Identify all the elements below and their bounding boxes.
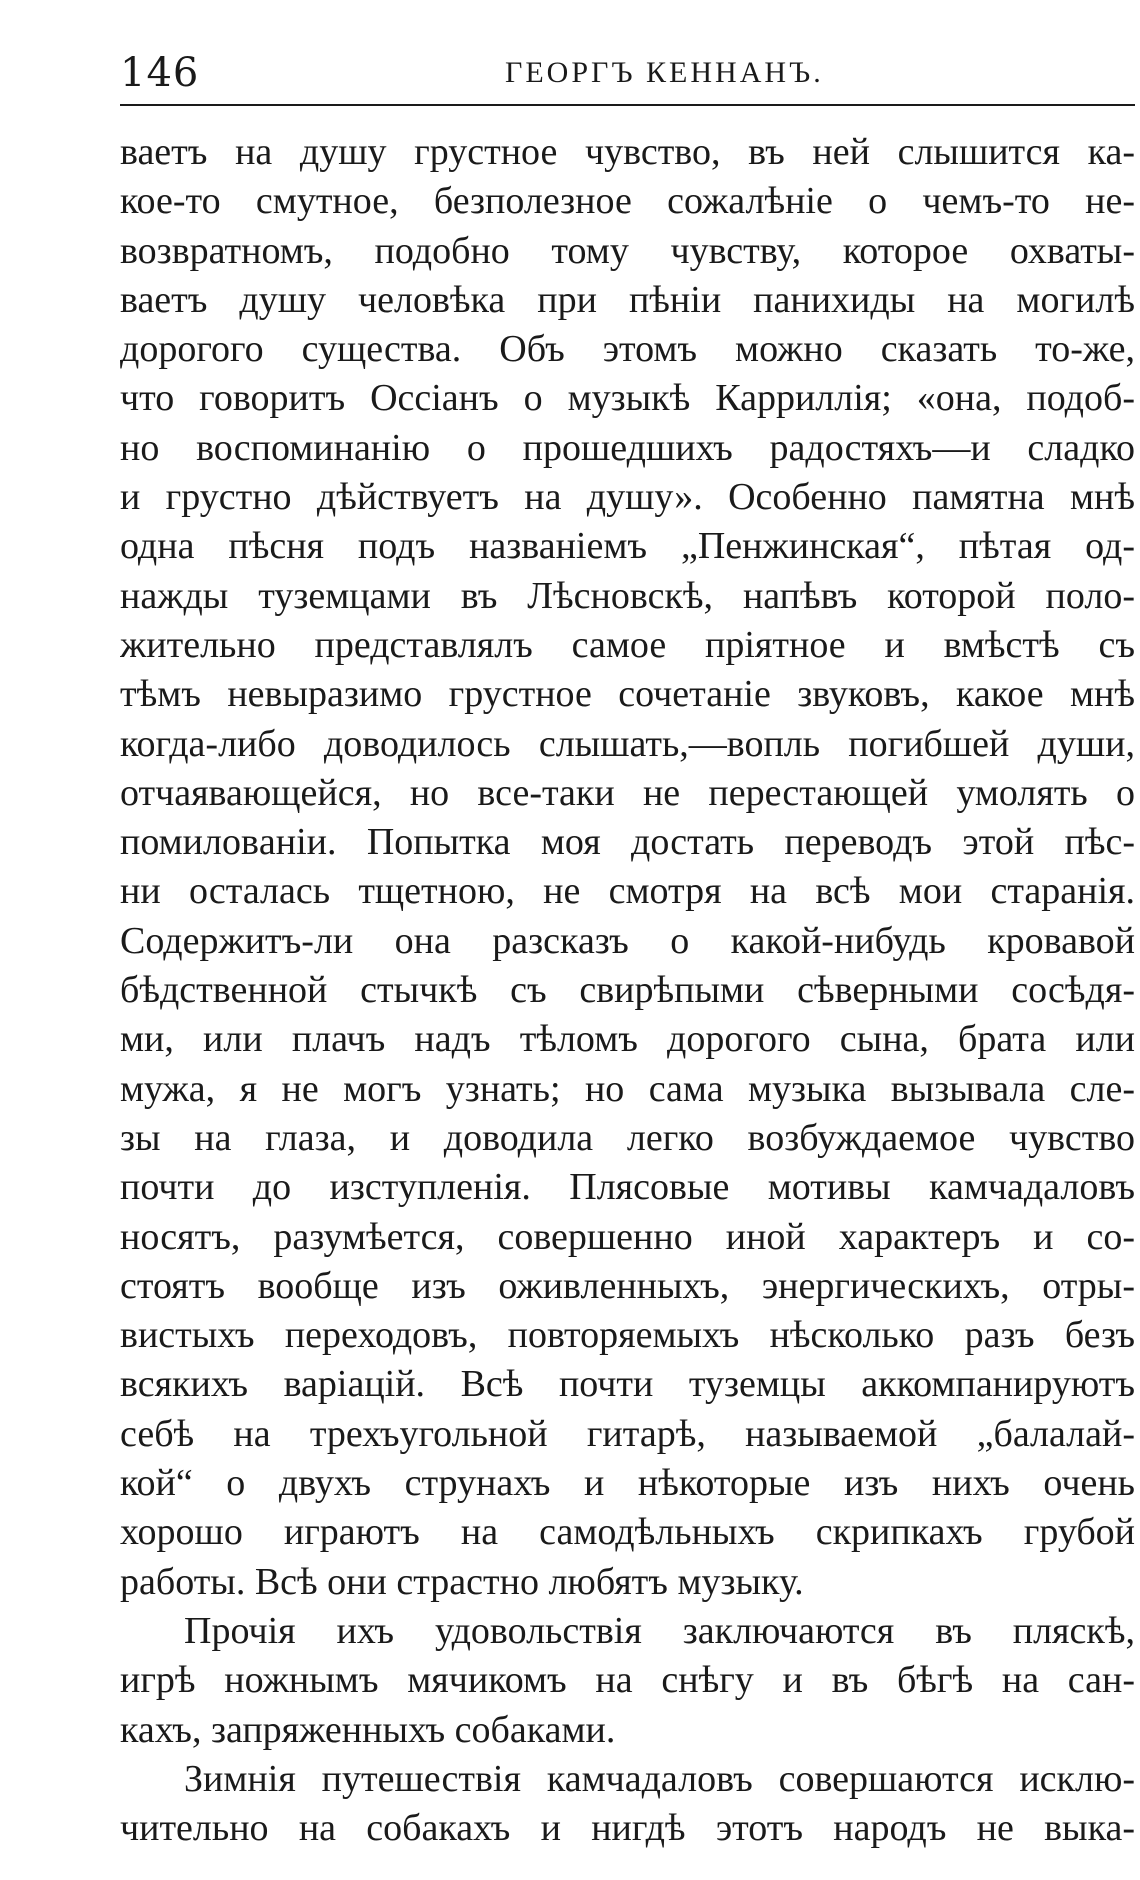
text-line: стоятъ вообще изъ оживленныхъ, энергическихъ, отры- [120, 1264, 1135, 1307]
text-line: работы. Всѣ они страстно любятъ музыку. [120, 1560, 804, 1603]
text-line: Зимнія путешествія камчадаловъ совершаются исклю- [184, 1757, 1135, 1800]
text-line: возвратномъ, подобно тому чувству, которое охваты- [120, 229, 1135, 272]
text-line: нажды туземцами въ Лѣсновскѣ, напѣвъ которой поло- [120, 574, 1135, 617]
text-line: ми, или плачъ надъ тѣломъ дорогого сына, брата или [120, 1018, 1135, 1061]
text-line: дорогого существа. Объ этомъ можно сказать то-же, [120, 328, 1135, 371]
text-line: себѣ на трехъугольной гитарѣ, называемой „балалай- [120, 1412, 1135, 1455]
text-line: отчаявающейся, но все-таки не перестающей умолять о [120, 771, 1135, 814]
text-line: почти до изступленія. Плясовые мотивы камчадаловъ [120, 1166, 1135, 1209]
text-line: помиловaніи. Попытка моя достать переводъ этой пѣс- [120, 821, 1135, 864]
text-line: хорошо играютъ на самодѣльныхъ скрипкахъ грубой [120, 1511, 1135, 1554]
text-line: мужа, я не могъ узнать; но сама музыка вызывала сле- [120, 1067, 1135, 1110]
body-text [120, 128, 1135, 1853]
text-line: Содержитъ-ли она разсказъ о какой-нибудь кровавой [120, 919, 1135, 962]
text-line: ни осталась тщетною, не смотря на всѣ мои старанія. [120, 870, 1135, 913]
running-head: ГЕОРГЪ КЕННАНЪ. [505, 56, 824, 89]
text-line: бѣдственной стычкѣ съ свирѣпыми сѣверными сосѣдя- [120, 969, 1135, 1012]
page-header [120, 42, 1135, 102]
text-line: игрѣ ножнымъ мячикомъ на снѣгу и въ бѣгѣ на сан- [120, 1659, 1135, 1702]
text-line: но воспоминанію о прошедшихъ радостяхъ—и сладко [120, 426, 1135, 469]
text-line: когда-либо доводилось слышать,—вопль погибшей души, [120, 722, 1135, 765]
text-line: носятъ, разумѣется, совершенно иной характеръ и со- [120, 1215, 1135, 1258]
text-line: одна пѣсня подъ названіемъ „Пенжинская“, пѣтая од- [120, 525, 1135, 568]
text-line: тѣмъ невыразимо грустное сочетаніе звуковъ, какое мнѣ [120, 673, 1135, 716]
text-line: всякихъ варіацій. Всѣ почти туземцы аккомпанируютъ [120, 1363, 1135, 1406]
text-line: ваетъ на душу грустное чувство, въ ней слышится ка- [120, 131, 1135, 173]
text-line: кое-то смутное, безполезное сожалѣніе о чемъ-то не- [120, 180, 1135, 223]
text-line: что говоритъ Оссіанъ о музыкѣ Карриллія; «она, подоб- [120, 377, 1135, 420]
text-line: Прочія ихъ удовольствія заключаются въ пляскѣ, [184, 1609, 1135, 1652]
text-line: ваетъ душу человѣка при пѣніи панихиды на могилѣ [120, 278, 1135, 321]
text-line: зы на глаза, и доводила легко возбуждаемое чувство [120, 1116, 1135, 1159]
header-rule [120, 104, 1135, 106]
text-line: кой“ о двухъ струнахъ и нѣкоторые изъ нихъ очень [120, 1462, 1135, 1505]
text-line: жительно представлялъ самое пріятное и вмѣстѣ съ [120, 623, 1135, 666]
text-line: кахъ, запряженныхъ собаками. [120, 1708, 616, 1751]
text-line: вистыхъ переходовъ, повторяемыхъ нѣсколько разъ безъ [120, 1314, 1135, 1357]
text-line: чительно на собакахъ и нигдѣ этотъ народъ не выка- [120, 1807, 1135, 1850]
page-number: 146 [120, 50, 200, 96]
text-line: и грустно дѣйствуетъ на душу». Особенно памятна мнѣ [120, 476, 1135, 519]
